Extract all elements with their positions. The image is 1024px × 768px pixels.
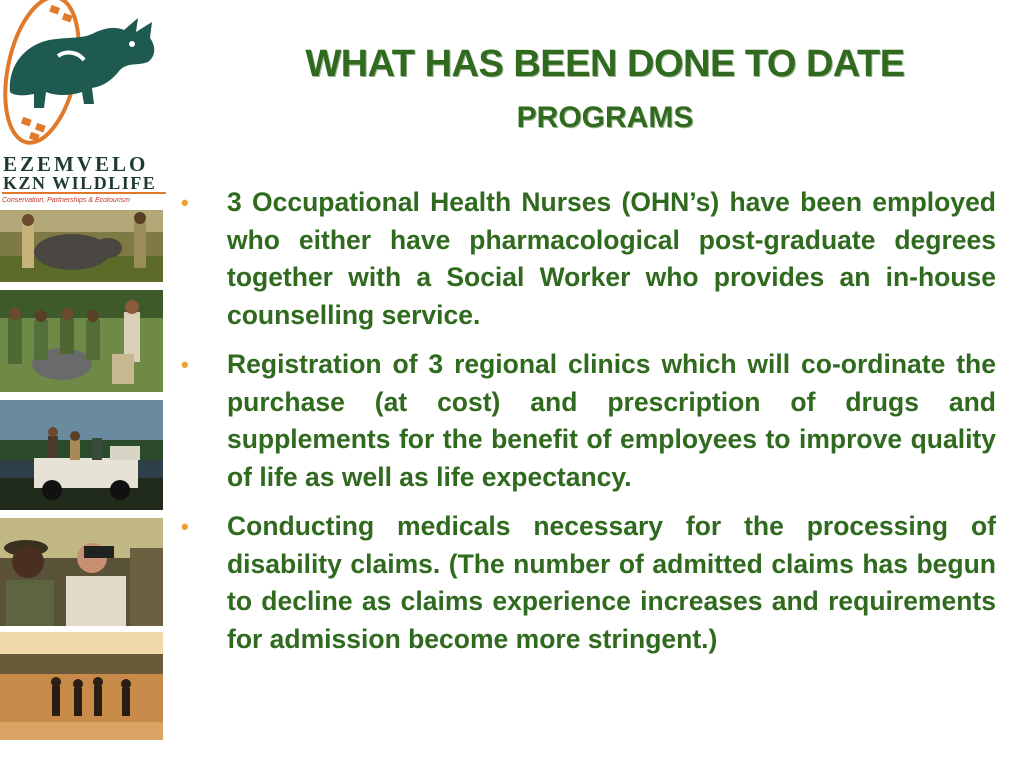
bullet-text: Registration of 3 regional clinics which will co-ordinate the purchase (at cost) and prescription of drugs and supplements for the benefit of employees to improve quality of life as well as life expectancy. bbox=[227, 349, 996, 492]
photo-team-around-sedated-rhino bbox=[0, 290, 163, 392]
bullet-dot-icon: • bbox=[181, 514, 189, 539]
photo-rhino-with-rangers bbox=[0, 210, 163, 282]
brand-tagline: Conservation, Partnerships & Ecotourism bbox=[2, 197, 130, 204]
slide-subtitle: PROGRAMS bbox=[516, 101, 694, 134]
bullet-text: Conducting medicals necessary for the processing of disability claims. (The number of admitted claims has begun to decline as claims experience increases and requirements for admission become more stringent.) bbox=[227, 511, 996, 654]
bullet-dot-icon: • bbox=[181, 352, 189, 377]
bullet-item bbox=[180, 508, 996, 658]
photo-hikers-walking-through-water bbox=[0, 632, 163, 740]
left-sidebar bbox=[0, 0, 166, 768]
brand-name-line1: EZEMVELO bbox=[3, 152, 149, 176]
rhino-shield-logo bbox=[0, 0, 168, 210]
photo-ranger-and-binocular-viewer bbox=[0, 518, 163, 626]
bullet-dot-icon: • bbox=[181, 190, 189, 215]
brand-name-line2: KZN WILDLIFE bbox=[3, 173, 157, 193]
photo-safari-vehicle-at-dusk bbox=[0, 400, 163, 510]
slide-title: WHAT HAS BEEN DONE TO DATE bbox=[305, 43, 905, 85]
bullet-item bbox=[180, 184, 996, 334]
ezemvelo-logo bbox=[0, 0, 168, 210]
bullet-text: 3 Occupational Health Nurses (OHN’s) have been employed who either have pharmacological post-graduate degrees together with a Social Worker who provides an in-house counselling service. bbox=[227, 187, 996, 330]
bullet-item bbox=[180, 346, 996, 496]
bullet-list bbox=[180, 184, 996, 670]
